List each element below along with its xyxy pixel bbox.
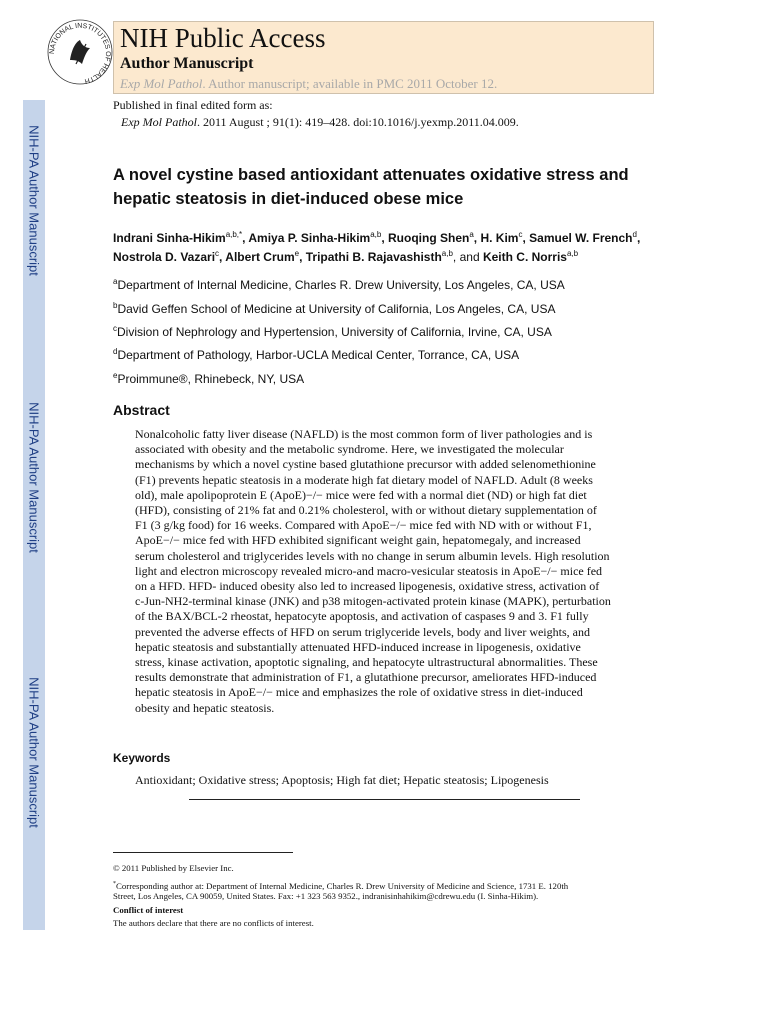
published-label: Published in final edited form as: [113,98,273,112]
header-subtitle: Author Manuscript [120,55,254,72]
author-separator: , [381,231,389,245]
abstract-line: ApoE−/− mice fed with HFD exhibited significant weight gain, hepatomegaly, and increased [135,533,581,548]
abstract-line: of the BAX/BCL-2 rheostat, hepatocyte apoptosis, and activation of caspases 9 and 3. F1 fully [135,609,589,624]
abstract-line: hepatic steatosis in ApoE−/− mice and emphasizes the role of oxidative stress in diet-induced [135,685,583,700]
corresponding-author-text-1: Corresponding author at: Department of Internal Medicine, Charles R. Drew University of Medicine and Science, 1731 E. 120th [116,880,569,891]
conflict-heading-text: Conflict of interest [113,905,184,915]
affiliation-text: Department of Internal Medicine, Charles R. Drew University, Los Angeles, CA, USA [117,278,565,292]
author-affiliation-mark: d [632,230,637,239]
sidebar-label-3: NIH-PA Author Manuscript [26,677,42,828]
affiliation-mark: d [113,347,118,356]
keywords-list: Antioxidant; Oxidative stress; Apoptosis; High fat diet; Hepatic steatosis; Lipogenesis [135,773,549,787]
author-separator: , and [452,250,483,264]
keywords-heading: Keywords [113,751,171,765]
footnote-divider [113,852,293,853]
abstract-line: serum cholesterol and triglycerides levels with no change in serum albumin levels. High resolution [135,548,610,563]
abstract-line: light and electron microscopy revealed micro-and macro-vesicular steatosis in ApoE−/− mice fed [135,563,603,578]
author-affiliation-mark: c [215,249,220,258]
affiliation-text: David Geffen School of Medicine at University of California, Los Angeles, CA, USA [117,302,556,316]
header-journal-line [120,76,497,92]
author-name: Albert Crum [225,250,295,264]
affiliation-line [113,277,565,292]
published-citation-text: . 2011 August ; 91(1): 419–428. doi:10.1016/j.yexmp.2011.04.009. [196,115,519,129]
author-affiliation-mark: a,b [566,249,579,258]
author-separator: , [219,250,226,264]
abstract-line: c-Jun-NH2-terminal kinase (JNK) and p38 mitogen-activated protein kinase (MAPK), perturbation [135,594,611,609]
published-citation [121,115,519,130]
abstract-body [135,427,635,716]
corresponding-mark: * [113,881,116,887]
abstract-line: Nonalcoholic fatty liver disease (NAFLD) is the most common form of liver pathologies and is [135,427,593,441]
affiliation-mark: b [113,301,118,310]
author-affiliation-mark: c [518,230,523,239]
author-name: Ruoqing Shen [388,231,470,245]
section-divider [189,799,580,800]
affiliation-line [113,371,304,386]
affiliation-mark: a [113,277,118,286]
affiliation-line [113,324,552,339]
nih-seal-logo [46,18,114,86]
author-name: Nostrola D. Vazari [113,250,216,264]
affiliation-mark: e [113,371,118,380]
affiliation-line [113,347,519,362]
corresponding-author-line-2: Street, Los Angeles, CA 90059, United States. Fax: +1 323 563 9352., indranisinhahikim@cdrewu.edu (I. Sinha-Hikim). [113,891,539,901]
abstract-line: prevented the adverse effects of HFD on serum triglyceride levels, body and liver weights, and [135,624,590,639]
abstract-line: associated with obesity and the metabolic syndrome. Here, we investigated the molecular [135,442,564,457]
author-name: H. Kim [480,231,519,245]
abstract-line: stress, kinase activation, apoptotic signaling, and hepatocyte ultrastructural abnormalities. These [135,655,598,670]
author-name: Keith C. Norris [482,250,567,264]
author-separator: , [299,250,306,264]
author-affiliation-mark: e [294,249,300,258]
author-separator: , [636,231,641,245]
author-separator: , [522,231,530,245]
affiliation-mark: c [113,324,117,333]
abstract-heading: Abstract [113,402,170,418]
header-title: NIH Public Access [120,23,326,53]
abstract-line: mechanisms by which a novel cystine based glutathione precursor with added selenomethionine [135,457,596,472]
abstract-line: on a HFD. HFD- induced obesity also led to increased lipogenesis, oxidative stress, activation of [135,579,600,594]
author-affiliation-mark: a,b,* [225,230,243,239]
abstract-line: obesity and hepatic steatosis. [135,700,275,715]
author-name: Tripathi B. Rajavashisth [305,250,442,264]
sidebar-label-2: NIH-PA Author Manuscript [26,402,42,553]
conflict-text: The authors declare that there are no conflicts of interest. [113,918,314,928]
author-name: Indrani Sinha-Hikim [113,231,226,245]
header-journal-note: . Author manuscript; available in PMC 2011 October 12. [202,76,498,91]
abstract-line: old), male apolipoprotein E (ApoE)−/− mice were fed with a normal diet (ND) or high fat diet [135,487,587,502]
author-affiliation-mark: a,b [370,230,382,239]
affiliation-text: Division of Nephrology and Hypertension, University of California, Irvine, CA, USA [117,325,552,339]
sidebar-label-1: NIH-PA Author Manuscript [26,125,42,276]
nih-header [113,21,654,94]
copyright-note: © 2011 Published by Elsevier Inc. [113,863,234,873]
author-name: Amiya P. Sinha-Hikim [248,231,371,245]
author-separator: , [473,231,481,245]
abstract-line: (F1) prevents hepatic steatosis in a moderate high fat dietary model of NAFLD. Adult (8 weeks [135,472,593,487]
author-separator: , [242,231,249,245]
svg-text:NATIONAL INSTITUTES OF HEALTH: NATIONAL INSTITUTES OF HEALTH [48,22,112,85]
author-affiliation-mark: a,b [441,249,453,258]
author-affiliation-mark: a [469,230,474,239]
conflict-heading [113,904,643,916]
header-journal-name: Exp Mol Pathol [120,76,203,91]
affiliation-line [113,301,555,316]
abstract-line: hepatic steatosis and substantially attenuated HFD-induced increase in lipogenesis, oxidative [135,639,581,654]
affiliation-text: Department of Pathology, Harbor-UCLA Medical Center, Torrance, CA, USA [117,348,520,362]
affiliation-text: Proimmune®, Rhinebeck, NY, USA [117,372,305,386]
author-list [113,227,643,265]
abstract-line: results demonstrate that administration of F1, a glutathione precursor, ameliorates HFD-induced [135,670,597,685]
abstract-line: (HFD), consisting of 21% fat and 0.21% cholesterol, with or without dietary supplementation of [135,503,597,518]
article-title: A novel cystine based antioxidant attenuates oxidative stress and hepatic steatosis in diet-induced obese mice [113,166,629,208]
published-journal: Exp Mol Pathol [121,115,197,129]
abstract-line: F1 (3 g/kg food) for 16 weeks. Compared with ApoE−/− mice fed with ND with or without F1, [135,518,592,533]
author-name: Samuel W. French [529,231,633,245]
